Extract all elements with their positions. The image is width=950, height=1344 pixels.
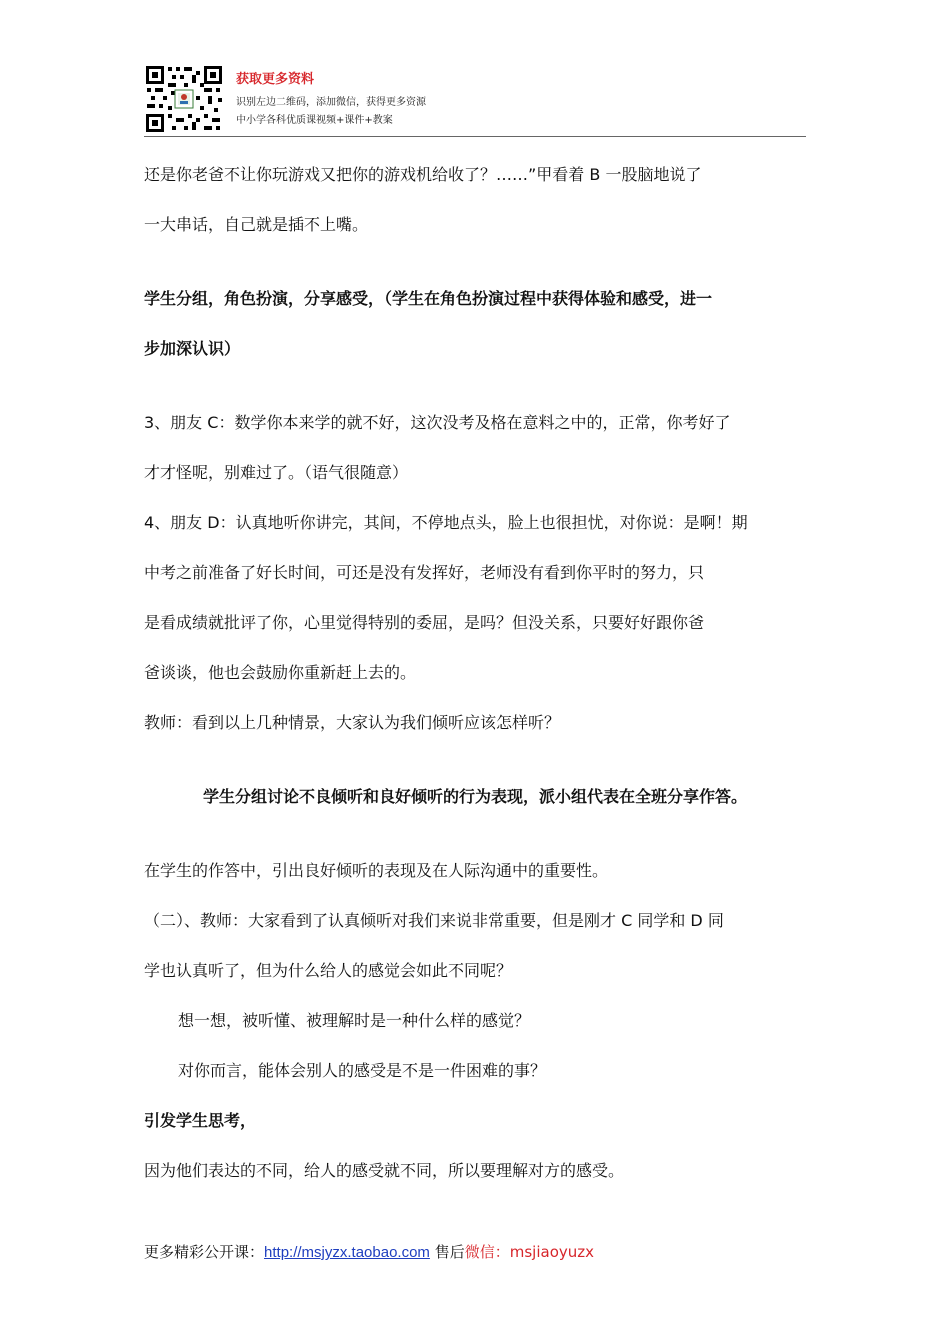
spacer <box>144 822 806 846</box>
paragraph-line: 爸谈谈，他也会鼓励你重新赶上去的。 <box>144 663 417 682</box>
footer-wechat-id: msjiaoyuzx <box>509 1243 594 1261</box>
question-line: 对你而言，能体会别人的感受是不是一件困难的事？ <box>178 1061 547 1080</box>
document-body <box>144 150 806 1196</box>
bold-paragraph-line: 步加深认识） <box>144 339 241 358</box>
question-line: 想一想，被听懂、被理解时是一种什么样的感觉？ <box>178 1011 531 1030</box>
header-text-block <box>236 72 426 132</box>
footer-label: 更多精彩公开课： <box>144 1243 265 1261</box>
paragraph-line: 是看成绩就批评了你，心里觉得特别的委屈，是吗？但没关系，只要好好跟你爸 <box>144 613 705 632</box>
paragraph-line: 在学生的作答中，引出良好倾听的表现及在人际沟通中的重要性。 <box>144 861 609 880</box>
footer-after-sales: 售后 <box>434 1243 465 1261</box>
bold-paragraph-line: 引发学生思考， <box>144 1111 257 1130</box>
bold-paragraph-line: 学生分组，角色扮演，分享感受，（学生在角色扮演过程中获得体验和感受，进一 <box>144 289 713 308</box>
footer-wechat-label: 微信： <box>464 1243 510 1261</box>
header-line-2: 中小学各科优质课视频+课件+教案 <box>236 115 393 126</box>
spacer <box>144 748 806 772</box>
paragraph-line: （二）、教师：大家看到了认真倾听对我们来说非常重要，但是刚才 C 同学和 D 同 <box>144 911 724 930</box>
paragraph-line: 才才怪呢，别难过了。（语气很随意） <box>144 463 409 482</box>
paragraph-line: 学也认真听了，但为什么给人的感觉会如此不同呢？ <box>144 961 513 980</box>
paragraph-line: 一大串话，自己就是插不上嘴。 <box>144 215 369 234</box>
page-header <box>144 64 806 137</box>
footer-link[interactable]: http://msjyzx.taobao.com <box>264 1244 430 1261</box>
page-footer <box>144 1240 594 1265</box>
qr-code-icon <box>144 64 224 134</box>
paragraph-line: 4、朋友 D：认真地听你讲完，其间，不停地点头，脸上也很担忧，对你说：是啊！期 <box>144 513 748 532</box>
spacer <box>144 250 806 274</box>
paragraph-line: 因为他们表达的不同，给人的感受就不同，所以要理解对方的感受。 <box>144 1161 625 1180</box>
bold-paragraph-line: 学生分组讨论不良倾听和良好倾听的行为表现，派小组代表在全班分享作答。 <box>202 787 747 806</box>
paragraph-line: 中考之前准备了好长时间，可还是没有发挥好，老师没有看到你平时的努力，只 <box>144 563 705 582</box>
header-divider <box>144 136 806 137</box>
paragraph-line: 教师：看到以上几种情景，大家认为我们倾听应该怎样听？ <box>144 713 561 732</box>
paragraph-line: 3、朋友 C：数学你本来学的就不好，这次没考及格在意料之中的，正常，你考好了 <box>144 413 731 432</box>
paragraph-line: 还是你老爸不让你玩游戏又把你的游戏机给收了？……”甲看着 B 一股脑地说了 <box>144 165 702 184</box>
header-line-1: 识别左边二维码，添加微信，获得更多资源 <box>236 97 426 108</box>
header-title: 获取更多资料 <box>236 72 315 87</box>
spacer <box>144 374 806 398</box>
